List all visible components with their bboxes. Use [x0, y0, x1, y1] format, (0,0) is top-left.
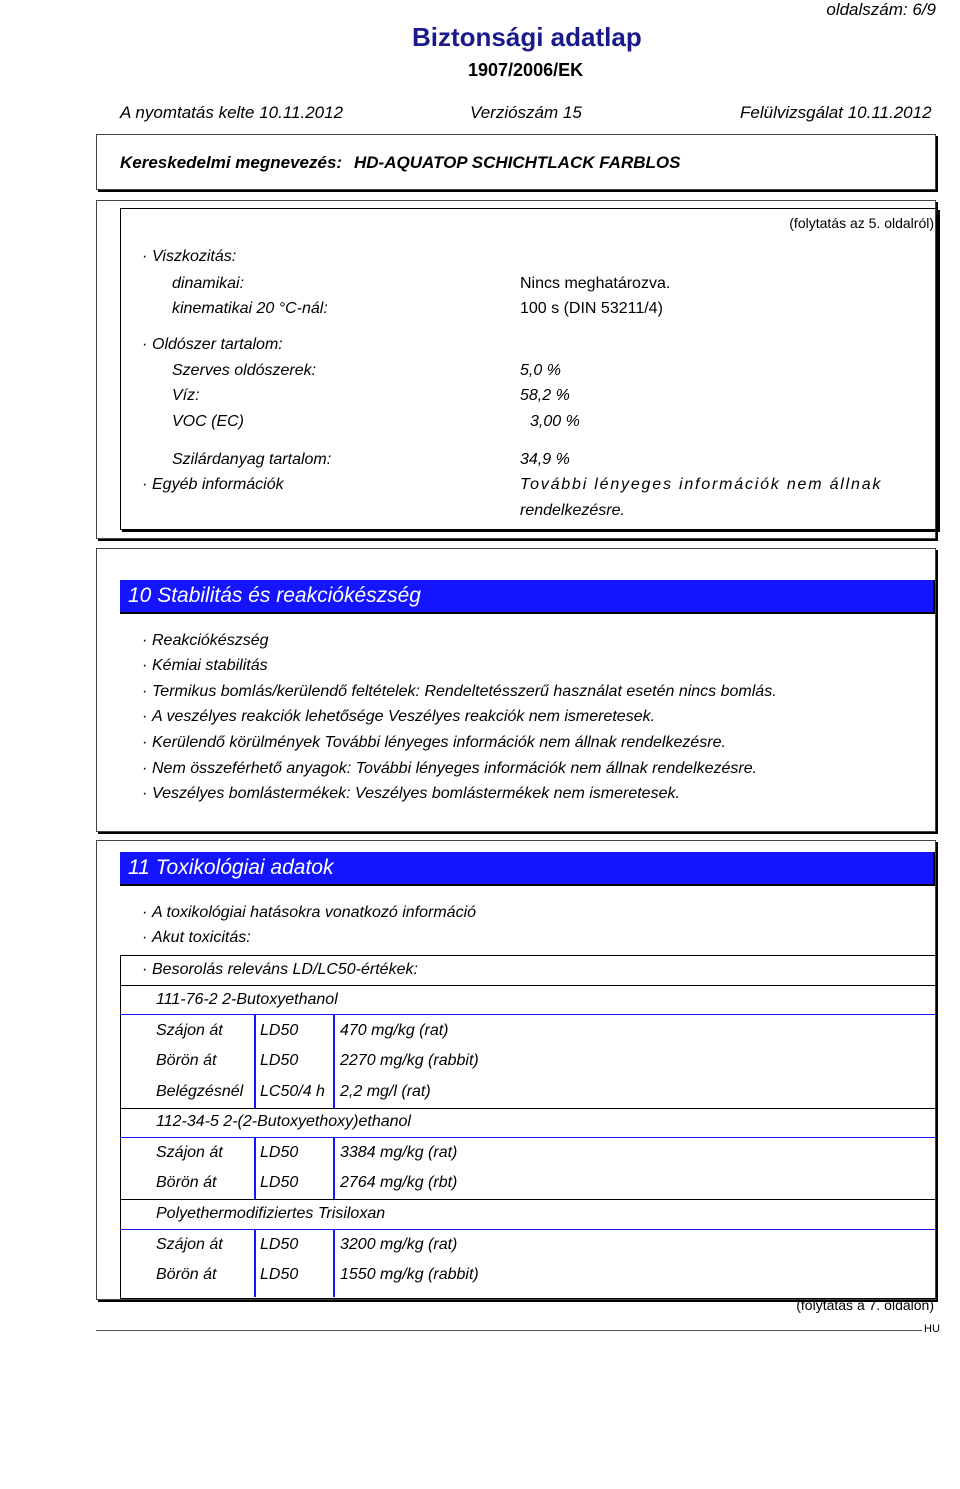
decomposition-value: Veszélyes bomlástermékek nem ismeretesek.	[355, 785, 680, 802]
hazardous-reactions-label: A veszélyes reakciók lehetősége	[152, 708, 384, 725]
hazardous-reactions-value: Veszélyes reakciók nem ismeretesek.	[387, 708, 656, 725]
section-10-title: 10 Stabilitás és reakciókészség	[120, 580, 933, 612]
route-cell: Szájon át	[156, 1144, 223, 1161]
value-cell: 3200 mg/kg (rat)	[340, 1236, 458, 1253]
page-number: oldalszám: 6/9	[826, 0, 936, 19]
regulation-number: 1907/2006/EK	[468, 60, 584, 80]
route-cell: Belégzésnél	[156, 1083, 244, 1100]
route-type-separator	[254, 1138, 256, 1199]
document-title: Biztonsági adatlap	[412, 22, 642, 52]
version-number: Verziószám 15	[470, 103, 582, 122]
incompatible-row: · Nem összeférhető anyagok: További lényeges információk nem állnak rendelkezésre.	[142, 760, 758, 777]
continued-to: (folytatás a 7. oldalon)	[796, 1297, 934, 1313]
classification-label: · Besorolás releváns LD/LC50-értékek:	[142, 961, 418, 978]
trade-name-value: HD-AQUATOP SCHICHTLACK FARBLOS	[354, 153, 681, 172]
organic-solvent-value: 5,0 %	[520, 362, 561, 379]
other-info-label: · Egyéb információk	[142, 476, 284, 493]
solids-label: Szilárdanyag tartalom:	[172, 451, 332, 468]
decomposition-label: Veszélyes bomlástermékek:	[152, 785, 351, 802]
substance-divider	[120, 1014, 935, 1015]
substance-name: Polyethermodifiziertes Trisiloxan	[156, 1205, 386, 1222]
kinematic-label: kinematikai 20 °C-nál:	[172, 300, 328, 317]
kinematic-value: 100 s (DIN 53211/4)	[520, 300, 663, 317]
route-cell: Börön át	[156, 1052, 217, 1069]
voc-value: 3,00 %	[530, 413, 580, 430]
chem-stability-label: · Kémiai stabilitás	[142, 657, 268, 674]
type-value-separator	[333, 1230, 335, 1297]
language-code: HU	[924, 1323, 940, 1335]
other-info-value: További lényeges információk nem állnak	[520, 476, 883, 493]
substance-divider	[120, 1137, 935, 1138]
incompatible-label: Nem összeférhető anyagok:	[152, 760, 352, 777]
value-cell: 3384 mg/kg (rat)	[340, 1144, 458, 1161]
type-cell: LC50/4 h	[260, 1083, 325, 1100]
value-cell: 2764 mg/kg (rbt)	[340, 1174, 458, 1191]
type-cell: LD50	[260, 1022, 299, 1039]
acute-tox-label: · Akut toxicitás:	[142, 929, 251, 946]
substance-divider	[120, 1199, 935, 1200]
viscosity-label: · Viszkozitás:	[142, 248, 237, 265]
thermal-label: Termikus bomlás/kerülendő feltételek:	[152, 683, 420, 700]
substance-divider	[120, 1108, 935, 1109]
water-label: Víz:	[172, 387, 200, 404]
substance-divider	[120, 1229, 935, 1230]
other-info-value-cont: rendelkezésre.	[520, 502, 625, 519]
solids-value: 34,9 %	[520, 451, 570, 468]
tox-info-label: · A toxikológiai hatásokra vonatkozó információ	[142, 904, 477, 921]
hazardous-reactions-row: · A veszélyes reakciók lehetősége Veszélyes reakciók nem ismeretesek.	[142, 708, 656, 725]
route-cell: Szájon át	[156, 1022, 223, 1039]
section-11-title: 11 Toxikológiai adatok	[120, 852, 933, 884]
type-value-separator	[333, 1138, 335, 1199]
value-cell: 2270 mg/kg (rabbit)	[340, 1052, 479, 1069]
route-cell: Börön át	[156, 1266, 217, 1283]
tox-table-divider	[120, 985, 935, 986]
conditions-row: · Kerülendő körülmények További lényeges információk nem állnak rendelkezésre.	[142, 734, 726, 751]
type-cell: LD50	[260, 1174, 299, 1191]
route-type-separator	[254, 1230, 256, 1297]
organic-solvent-label: Szerves oldószerek:	[172, 362, 317, 379]
revision-date: Felülvizsgálat 10.11.2012	[740, 103, 932, 122]
thermal-decomposition-row: · Termikus bomlás/kerülendő feltételek: Rendeltetésszerű használat esetén nincs bomlás.	[142, 683, 777, 700]
substance-name: 112-34-5 2-(2-Butoxyethoxy)ethanol	[156, 1113, 411, 1130]
reactivity-label: · Reakciókészség	[142, 632, 269, 649]
type-cell: LD50	[260, 1144, 299, 1161]
footer-divider	[96, 1330, 936, 1331]
value-cell: 1550 mg/kg (rabbit)	[340, 1266, 479, 1283]
value-cell: 2,2 mg/l (rat)	[340, 1083, 431, 1100]
route-cell: Szájon át	[156, 1236, 223, 1253]
substance-name: 111-76-2 2-Butoxyethanol	[156, 991, 338, 1008]
type-cell: LD50	[260, 1266, 299, 1283]
trade-name-label: Kereskedelmi megnevezés:	[120, 153, 343, 172]
continued-from: (folytatás az 5. oldalról)	[789, 215, 934, 231]
conditions-value: További lényeges információk nem állnak rendelkezésre.	[324, 734, 726, 751]
thermal-value: Rendeltetésszerű használat esetén nincs bomlás.	[424, 683, 777, 700]
conditions-label: Kerülendő körülmények	[152, 734, 321, 751]
print-date: A nyomtatás kelte 10.11.2012	[120, 103, 344, 122]
type-cell: LD50	[260, 1052, 299, 1069]
trade-name-box	[96, 134, 936, 190]
dynamic-label: dinamikai:	[172, 275, 245, 292]
voc-label: VOC (EC)	[172, 413, 244, 430]
type-value-separator	[333, 1015, 335, 1108]
water-value: 58,2 %	[520, 387, 570, 404]
type-cell: LD50	[260, 1236, 299, 1253]
incompatible-value: További lényeges információk nem állnak rendelkezésre.	[355, 760, 758, 777]
decomposition-row: · Veszélyes bomlástermékek: Veszélyes bomlástermékek nem ismeretesek.	[142, 785, 680, 802]
route-cell: Börön át	[156, 1174, 217, 1191]
route-type-separator	[254, 1015, 256, 1108]
solvent-label: · Oldószer tartalom:	[142, 336, 283, 353]
value-cell: 470 mg/kg (rat)	[340, 1022, 449, 1039]
dynamic-value: Nincs meghatározva.	[520, 275, 671, 292]
